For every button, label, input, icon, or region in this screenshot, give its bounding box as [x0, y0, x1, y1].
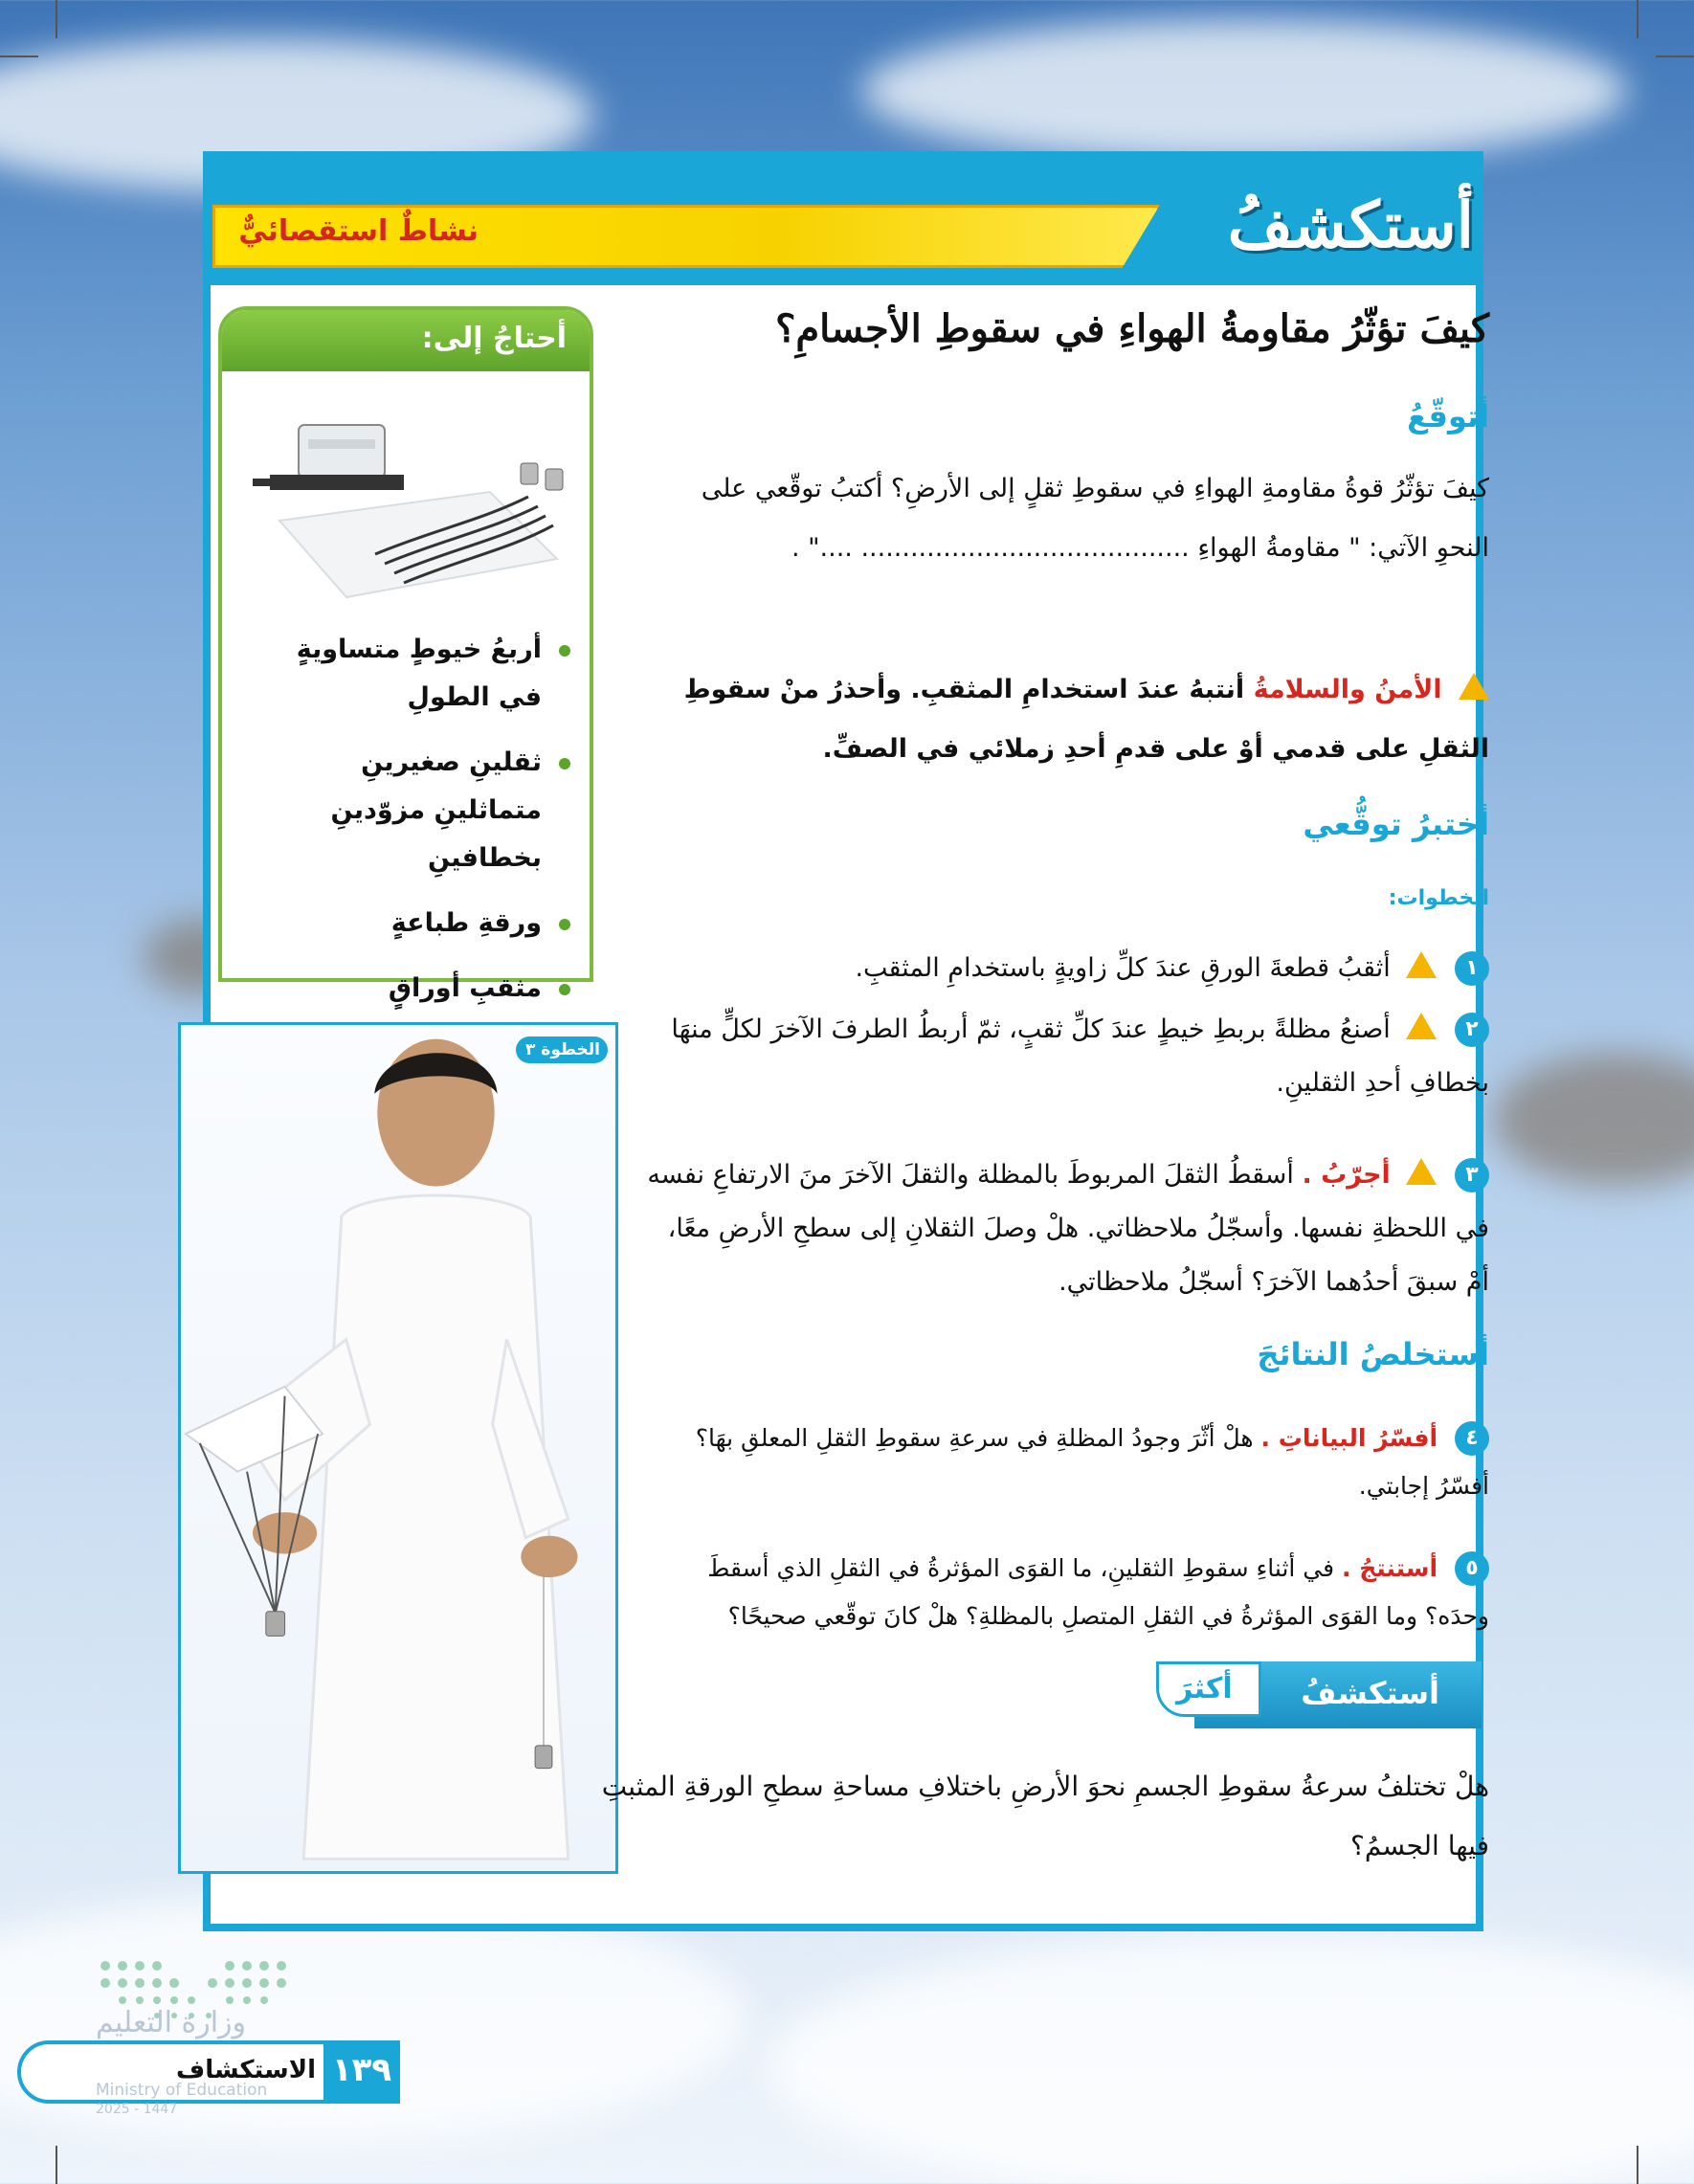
- step-text: أثقبُ قطعةَ الورقِ عندَ كلِّ زاويةٍ باستخدامِ المثقبِ.: [855, 953, 1391, 983]
- step-text: أسقطُ الثقلَ المربوطَ بالمظلة والثقلَ الآخرَ منَ الارتفاعِ نفسه في اللحظةِ نفسها. وأسجّلُ ملاحظاتي. هلْ وصلَ الثقلانِ إلى سطحِ الأرضِ معًا، أمْ سبقَ أحدُهما الآخرَ؟ أسجّلُ ملاحظاتي.: [647, 1160, 1489, 1297]
- explore-more-text: هلْ تختلفُ سرعةُ سقوطِ الجسمِ نحوَ الأرضِ باختلافِ مساحةِ سطحِ الورقةِ المثبتِ فيها الجسمُ؟: [601, 1771, 1489, 1861]
- procedure-step: [647, 1545, 1489, 1640]
- student-photo: [178, 1022, 618, 1874]
- procedure-step: [647, 1148, 1489, 1309]
- ministry-name-arabic: وزارة التعليم: [96, 2006, 247, 2039]
- list-item: مثقبِ أوراقٍ: [245, 965, 570, 1013]
- crop-mark: [1637, 2146, 1638, 2184]
- conclude-heading: أستخلصُ النتائجَ: [1257, 1336, 1489, 1372]
- list-item: أربعُ خيوطٍ متساويةٍ في الطولِ: [245, 626, 570, 722]
- warning-icon: [1459, 673, 1489, 700]
- crop-mark: [1656, 56, 1694, 57]
- warning-icon: [1406, 1013, 1437, 1039]
- safety-label: الأمنُ والسلامةُ: [1253, 675, 1442, 704]
- explore-more-title: أستكشفُ: [1301, 1675, 1439, 1711]
- step-tag: الخطوة ٣: [516, 1036, 608, 1063]
- safety-text: أنتبهُ عندَ استخدامِ المثقبِ. وأحذرُ منْ سقوطِ الثقلِ على قدمي أوْ على قدمِ أحدِ زملائي في الصفِّ.: [683, 675, 1489, 764]
- step-number: ١: [1455, 951, 1489, 986]
- weight-icon: [521, 463, 538, 484]
- step-text: في أثناءِ سقوطِ الثقلينِ، ما القوَى المؤثرةُ في الثقلِ الذي أسقطَ وحدَه؟ وما القوَى المؤثرةُ في الثقلِ المتصلِ بالمظلةِ؟ هلْ كانَ توقّعي صحيحًا؟: [707, 1554, 1489, 1630]
- procedure-step: [647, 1415, 1489, 1510]
- crop-mark: [0, 56, 38, 57]
- skill-label: أجرّبُ .: [1302, 1160, 1391, 1190]
- crop-mark: [56, 0, 57, 38]
- predict-text: كيفَ تؤثّرُ قوةُ مقاومةِ الهواءِ في سقوطِ ثقلٍ إلى الأرضِ؟ أكتبُ توقّعي على النحوِ الآتي: " مقاومةُ الهواءِ ........................................ ...." .: [701, 474, 1489, 563]
- procedure-step: [647, 1003, 1489, 1110]
- list-item: ثقلينِ صغيرينِ متماثلينِ مزوّدينِ بخطافينِ: [245, 739, 570, 882]
- step-number: ٢: [1455, 1013, 1489, 1047]
- page-number: ١٣٩: [323, 2040, 400, 2104]
- lesson-question: كيفَ تؤثّرُ مقاومةُ الهواءِ في سقوطِ الأجسامِ؟: [775, 306, 1489, 351]
- ministry-year: 2025 - 1447: [96, 2102, 178, 2117]
- warning-icon: [1406, 1158, 1437, 1185]
- activity-type-label: نشاطٌ استقصائيٌّ: [238, 214, 479, 248]
- step-text: هلْ أثّرَ وجودُ المظلةِ في سرعةِ سقوطِ الثقلِ المعلقِ بهَا؟ أفسّرُ إجابتي.: [695, 1424, 1489, 1500]
- crop-mark: [1637, 0, 1638, 38]
- materials-title: أحتاجُ إلى:: [222, 310, 590, 371]
- explore-more-banner: [1156, 1661, 1482, 1728]
- background-cloud: [1493, 1053, 1694, 1187]
- warning-icon: [1406, 951, 1437, 978]
- steps-label: الخطوات:: [1388, 886, 1489, 910]
- procedure-step: [647, 942, 1489, 995]
- list-item: ورقةِ طباعةٍ: [245, 900, 570, 947]
- explore-more-tab: [1156, 1661, 1261, 1717]
- student-illustration: [181, 1025, 615, 1871]
- predict-heading: أتوقّعُ: [1407, 398, 1489, 435]
- step-number: ٤: [1455, 1421, 1489, 1456]
- skill-label: أفسّرُ البياناتِ .: [1260, 1424, 1438, 1452]
- materials-illustration: [241, 387, 576, 626]
- ministry-name-english: Ministry of Education: [96, 2081, 268, 2100]
- weight-icon: [546, 469, 563, 490]
- chapter-name: الاستكشاف: [176, 2056, 316, 2084]
- hole-punch-icon: [299, 425, 385, 478]
- safety-note: [676, 660, 1489, 779]
- step-number: ٥: [1455, 1551, 1489, 1586]
- step-number: ٣: [1455, 1158, 1489, 1192]
- crop-mark: [56, 2146, 57, 2184]
- page-title: أستكشفُ: [1227, 188, 1474, 262]
- skill-label: أستنتجُ .: [1342, 1554, 1438, 1582]
- materials-list: [245, 626, 570, 1030]
- test-heading: أختبرُ توقُّعي: [1303, 806, 1489, 842]
- background-cloud: [861, 19, 1627, 163]
- background-cloud: [766, 1933, 1694, 2184]
- step-text: أصنعُ مظلةً بربطِ خيطٍ عندَ كلِّ ثقبٍ، ثمّ أربطُ الطرفَ الآخرَ لكلٍّ منهَا بخطافِ أحدِ الثقلينِ.: [671, 1014, 1489, 1098]
- explore-more-subtitle: أكثرَ: [1176, 1672, 1233, 1705]
- materials-box: [218, 306, 593, 1003]
